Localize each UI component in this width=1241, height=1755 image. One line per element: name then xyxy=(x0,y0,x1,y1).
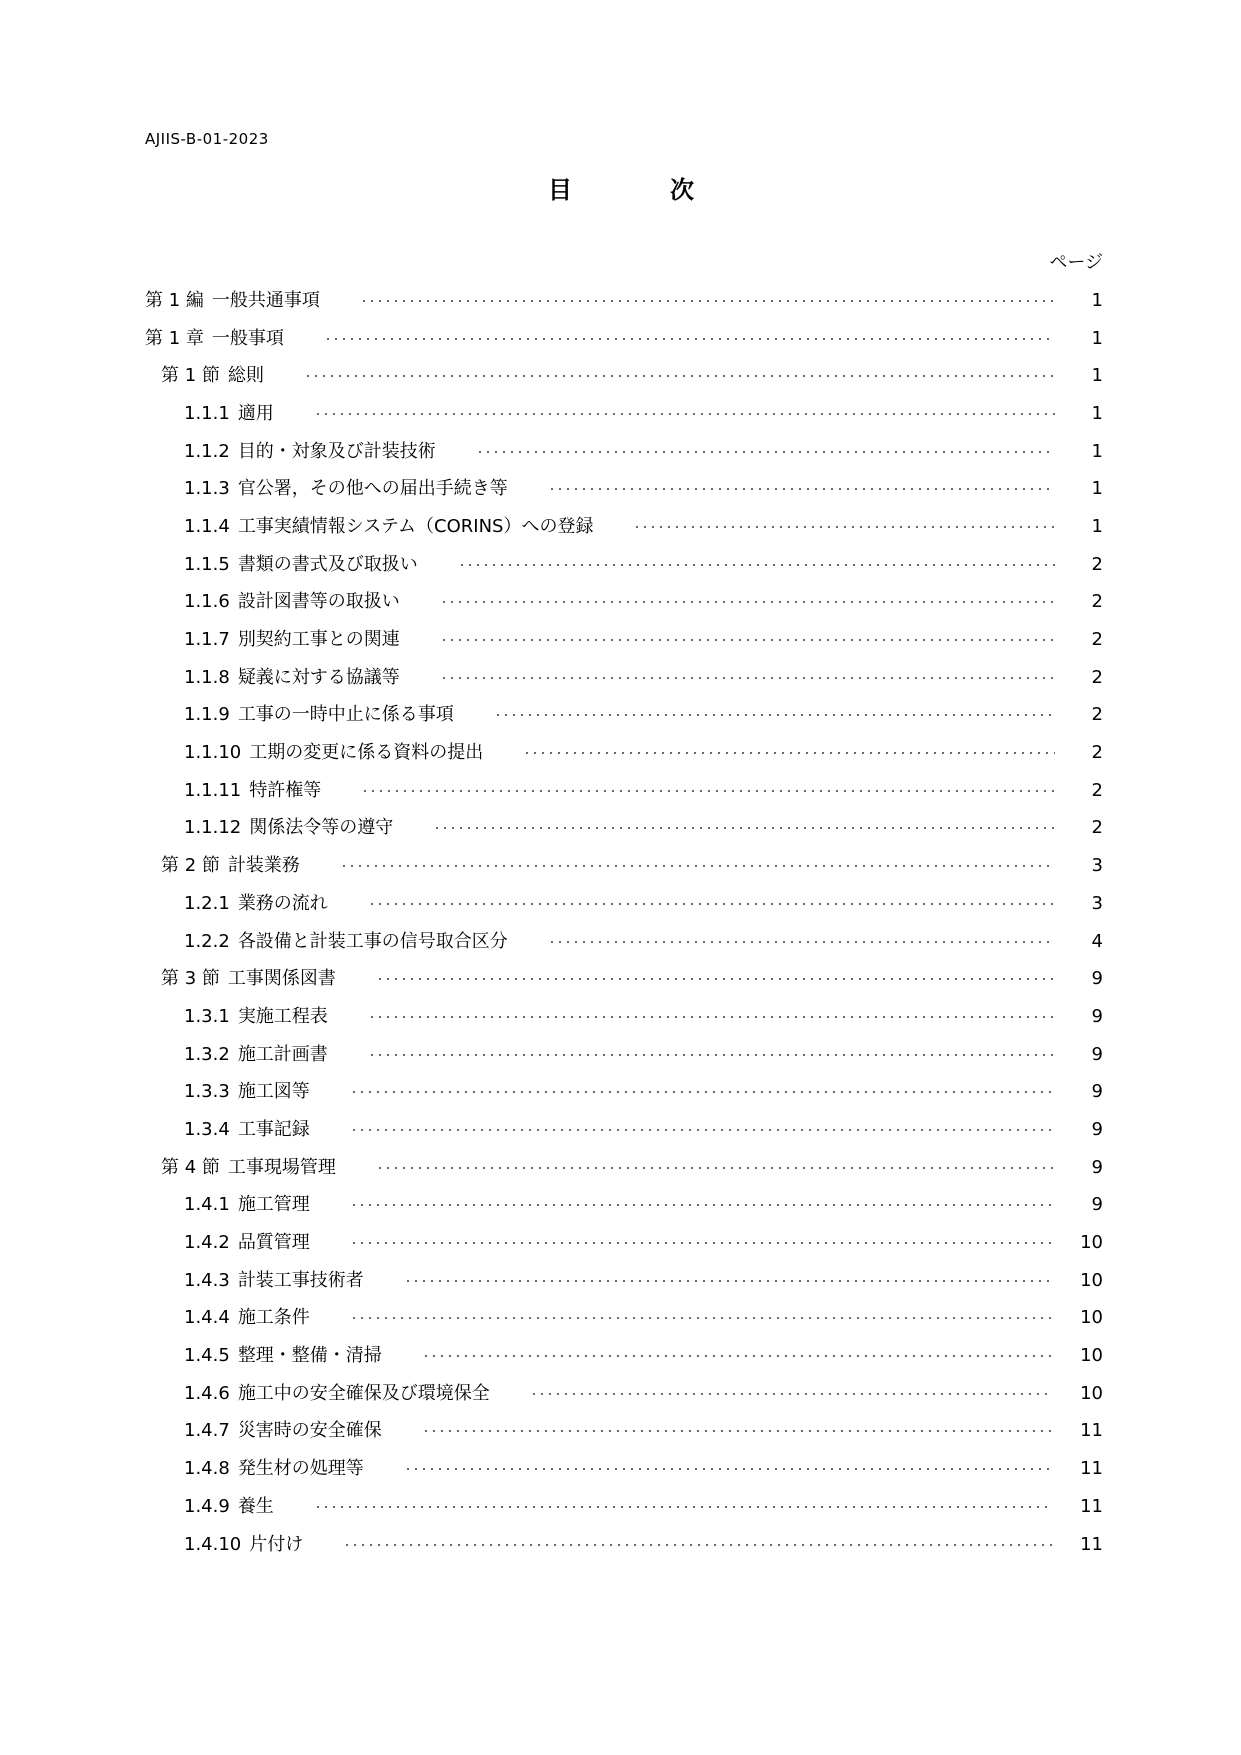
toc-dot-leader xyxy=(368,903,1055,905)
toc-entry-title: 関係法令等の遵守 xyxy=(249,817,394,839)
toc-dot-leader xyxy=(376,978,1055,980)
toc-dot-leader xyxy=(368,1054,1055,1056)
toc-entry-number: 1.1.11 xyxy=(184,779,242,801)
toc-entry-page: 11 xyxy=(1080,1533,1103,1555)
toc-entry-page: 9 xyxy=(1091,1118,1103,1140)
toc-entry-number: 1.4.4 xyxy=(184,1307,230,1329)
toc-entry-title: 工期の変更に係る資料の提出 xyxy=(249,742,484,764)
toc-entry[interactable] xyxy=(145,734,1103,772)
toc-entry-number: 1.1.8 xyxy=(184,666,230,688)
toc-entry[interactable] xyxy=(145,433,1103,471)
toc-entry-number: 1.1.3 xyxy=(184,478,230,500)
toc-entry[interactable] xyxy=(145,1375,1103,1413)
toc-entry-page: 2 xyxy=(1091,742,1103,764)
toc-entry-page: 9 xyxy=(1091,968,1103,990)
toc-entry-number: 1.4.1 xyxy=(184,1194,230,1216)
document-code: AJIIS-B-01-2023 xyxy=(145,130,269,148)
toc-dot-leader xyxy=(440,601,1055,603)
toc-dot-leader xyxy=(314,413,1055,415)
toc-entry-number: 第 1 節 xyxy=(161,365,220,387)
toc-entry[interactable] xyxy=(145,1413,1103,1451)
toc-entry-page: 1 xyxy=(1091,289,1103,311)
toc-dot-leader xyxy=(440,639,1055,641)
toc-entry-page: 2 xyxy=(1091,817,1103,839)
toc-entry-number: 第 1 章 xyxy=(145,327,204,349)
toc-entry-title: 整理・整備・清掃 xyxy=(237,1345,382,1367)
toc-entry[interactable] xyxy=(145,697,1103,735)
toc-entry-title: 施工中の安全確保及び環境保全 xyxy=(237,1382,490,1404)
toc-entry-title: 施工計画書 xyxy=(237,1043,328,1065)
toc-entry-number: 1.4.7 xyxy=(184,1420,230,1442)
toc-entry-title: 品質管理 xyxy=(237,1232,310,1254)
toc-entry-title: 一般事項 xyxy=(211,327,284,349)
toc-entry-number: 1.4.6 xyxy=(184,1382,230,1404)
toc-entry-number: 1.1.1 xyxy=(184,402,230,424)
toc-dot-leader xyxy=(476,451,1055,453)
toc-entry-number: 第 2 節 xyxy=(161,855,220,877)
toc-entry-title: 官公署，その他への届出手続き等 xyxy=(237,478,508,500)
toc-entry[interactable] xyxy=(145,1149,1103,1187)
toc-entry[interactable] xyxy=(145,320,1103,358)
toc-entry[interactable] xyxy=(145,584,1103,622)
toc-entry-page: 10 xyxy=(1080,1307,1103,1329)
toc-dot-leader xyxy=(360,300,1055,302)
toc-entry-title: 発生材の処理等 xyxy=(237,1458,364,1480)
toc-entry-title: 工事現場管理 xyxy=(227,1156,336,1178)
toc-entry-page: 9 xyxy=(1091,1156,1103,1178)
toc-entry[interactable] xyxy=(145,960,1103,998)
toc-entry-page: 2 xyxy=(1091,666,1103,688)
toc-entry-number: 1.4.2 xyxy=(184,1232,230,1254)
toc-entry-number: 1.1.5 xyxy=(184,553,230,575)
toc-entry-number: 1.1.9 xyxy=(184,704,230,726)
toc-entry-page: 11 xyxy=(1080,1458,1103,1480)
toc-entry-page: 10 xyxy=(1080,1232,1103,1254)
toc-entry-number: 1.2.2 xyxy=(184,930,230,952)
toc-dot-leader xyxy=(343,1544,1052,1546)
toc-entry-title: 災害時の安全確保 xyxy=(237,1420,382,1442)
toc-entry-number: 1.4.10 xyxy=(184,1533,242,1555)
toc-dot-leader xyxy=(350,1242,1052,1244)
toc-entry-title: 工事記録 xyxy=(237,1118,310,1140)
toc-entry-title: 施工管理 xyxy=(237,1194,310,1216)
toc-entry-title: 実施工程表 xyxy=(237,1005,328,1027)
toc-dot-leader xyxy=(340,865,1055,867)
toc-entry-page: 1 xyxy=(1091,440,1103,462)
toc-entry-title: 各設備と計装工事の信号取合区分 xyxy=(237,930,508,952)
page-title-part-2: 次 xyxy=(670,176,694,204)
toc-entry-title: 適用 xyxy=(237,402,274,424)
toc-entry[interactable] xyxy=(145,1224,1103,1262)
toc-entry[interactable] xyxy=(145,998,1103,1036)
toc-dot-leader xyxy=(633,526,1055,528)
toc-dot-leader xyxy=(530,1393,1052,1395)
toc-entry[interactable] xyxy=(145,282,1103,320)
toc-entry-number: 1.3.1 xyxy=(184,1005,230,1027)
toc-entry[interactable] xyxy=(145,810,1103,848)
toc-entry-page: 9 xyxy=(1091,1005,1103,1027)
toc-entry-title: 計装工事技術者 xyxy=(237,1269,364,1291)
toc-entry[interactable] xyxy=(145,1450,1103,1488)
toc-entry-title: 特許権等 xyxy=(249,779,322,801)
toc-dot-leader xyxy=(422,1355,1052,1357)
toc-entry[interactable] xyxy=(145,847,1103,885)
toc-entry-number: 1.3.4 xyxy=(184,1118,230,1140)
toc-entry-page: 2 xyxy=(1091,779,1103,801)
toc-entry-title: 計装業務 xyxy=(227,855,300,877)
toc-entry[interactable] xyxy=(145,395,1103,433)
toc-entry-number: 1.1.4 xyxy=(184,515,230,537)
toc-entry-page: 4 xyxy=(1091,930,1103,952)
toc-entry[interactable] xyxy=(145,1300,1103,1338)
toc-entry-number: 1.1.6 xyxy=(184,591,230,613)
toc-entry[interactable] xyxy=(145,1036,1103,1074)
toc-entry-page: 2 xyxy=(1091,704,1103,726)
toc-entry[interactable] xyxy=(145,1073,1103,1111)
toc-dot-leader xyxy=(458,564,1055,566)
toc-entry-title: 書類の書式及び取扱い xyxy=(237,553,418,575)
toc-entry-page: 10 xyxy=(1080,1269,1103,1291)
toc-entry-title: 別契約工事との関連 xyxy=(237,629,400,651)
toc-dot-leader xyxy=(494,714,1055,716)
toc-entry-page: 2 xyxy=(1091,591,1103,613)
toc-entry[interactable] xyxy=(145,621,1103,659)
toc-entry-title: 片付け xyxy=(249,1533,304,1555)
toc-entry-title: 養生 xyxy=(237,1495,274,1517)
toc-dot-leader xyxy=(404,1468,1052,1470)
toc-entry-number: 第 3 節 xyxy=(161,968,220,990)
table-of-contents xyxy=(145,282,1103,1563)
toc-dot-leader xyxy=(548,488,1055,490)
toc-entry[interactable] xyxy=(145,1262,1103,1300)
toc-dot-leader xyxy=(422,1430,1052,1432)
toc-dot-leader xyxy=(361,790,1055,792)
toc-entry-title: 設計図書等の取扱い xyxy=(237,591,400,613)
toc-entry-page: 3 xyxy=(1091,855,1103,877)
page-title-part-1: 目 xyxy=(548,176,572,204)
toc-entry-page: 2 xyxy=(1091,553,1103,575)
toc-entry-number: 1.4.9 xyxy=(184,1495,230,1517)
toc-dot-leader xyxy=(523,752,1055,754)
toc-dot-leader xyxy=(440,677,1055,679)
toc-dot-leader xyxy=(376,1167,1055,1169)
toc-entry-page: 10 xyxy=(1080,1382,1103,1404)
toc-entry-number: 1.4.3 xyxy=(184,1269,230,1291)
toc-entry-title: 総則 xyxy=(227,365,264,387)
toc-entry-page: 1 xyxy=(1091,478,1103,500)
toc-dot-leader xyxy=(404,1280,1052,1282)
toc-entry[interactable] xyxy=(145,1111,1103,1149)
toc-dot-leader xyxy=(433,827,1055,829)
toc-entry[interactable] xyxy=(145,659,1103,697)
toc-dot-leader xyxy=(350,1129,1055,1131)
toc-dot-leader xyxy=(350,1317,1052,1319)
toc-entry[interactable] xyxy=(145,357,1103,395)
toc-entry[interactable] xyxy=(145,1526,1103,1564)
toc-entry-title: 工事の一時中止に係る事項 xyxy=(237,704,454,726)
toc-entry-page: 9 xyxy=(1091,1194,1103,1216)
toc-entry-number: 1.2.1 xyxy=(184,892,230,914)
toc-entry-page: 2 xyxy=(1091,629,1103,651)
toc-entry-title: 工事関係図書 xyxy=(227,968,336,990)
toc-entry-page: 3 xyxy=(1091,892,1103,914)
toc-entry[interactable] xyxy=(145,546,1103,584)
toc-dot-leader xyxy=(368,1016,1055,1018)
toc-entry-number: 1.1.2 xyxy=(184,440,230,462)
toc-dot-leader xyxy=(314,1506,1052,1508)
toc-entry-number: 1.1.12 xyxy=(184,817,242,839)
toc-entry-page: 1 xyxy=(1091,515,1103,537)
toc-entry-page: 9 xyxy=(1091,1081,1103,1103)
toc-entry[interactable] xyxy=(145,1488,1103,1526)
toc-entry-title: 施工条件 xyxy=(237,1307,310,1329)
toc-entry-number: 1.1.10 xyxy=(184,742,242,764)
toc-entry-number: 1.3.2 xyxy=(184,1043,230,1065)
toc-dot-leader xyxy=(350,1091,1055,1093)
toc-dot-leader xyxy=(324,338,1055,340)
toc-entry-page: 11 xyxy=(1080,1420,1103,1442)
toc-entry-title: 施工図等 xyxy=(237,1081,310,1103)
toc-entry-page: 11 xyxy=(1080,1495,1103,1517)
toc-entry[interactable] xyxy=(145,470,1103,508)
page-column-label: ページ xyxy=(1049,252,1103,273)
toc-entry[interactable] xyxy=(145,1337,1103,1375)
toc-entry-title: 業務の流れ xyxy=(237,892,328,914)
toc-entry-page: 9 xyxy=(1091,1043,1103,1065)
toc-entry-number: 第 1 編 xyxy=(145,289,204,311)
toc-entry-number: 1.1.7 xyxy=(184,629,230,651)
toc-entry-title: 目的・対象及び計装技術 xyxy=(237,440,436,462)
toc-entry-title: 疑義に対する協議等 xyxy=(237,666,400,688)
toc-dot-leader xyxy=(304,375,1055,377)
toc-entry-number: 第 4 節 xyxy=(161,1156,220,1178)
toc-entry-number: 1.4.8 xyxy=(184,1458,230,1480)
toc-dot-leader xyxy=(350,1204,1055,1206)
toc-entry[interactable] xyxy=(145,772,1103,810)
toc-entry-page: 10 xyxy=(1080,1345,1103,1367)
toc-entry-page: 1 xyxy=(1091,402,1103,424)
toc-entry-number: 1.3.3 xyxy=(184,1081,230,1103)
toc-entry[interactable] xyxy=(145,923,1103,961)
toc-entry-number: 1.4.5 xyxy=(184,1345,230,1367)
toc-entry[interactable] xyxy=(145,508,1103,546)
toc-dot-leader xyxy=(548,941,1055,943)
toc-entry-title: 工事実績情報システム（CORINS）への登録 xyxy=(237,515,594,537)
toc-entry-page: 1 xyxy=(1091,327,1103,349)
toc-entry-page: 1 xyxy=(1091,365,1103,387)
toc-entry[interactable] xyxy=(145,1187,1103,1225)
toc-entry[interactable] xyxy=(145,885,1103,923)
toc-entry-title: 一般共通事項 xyxy=(211,289,320,311)
